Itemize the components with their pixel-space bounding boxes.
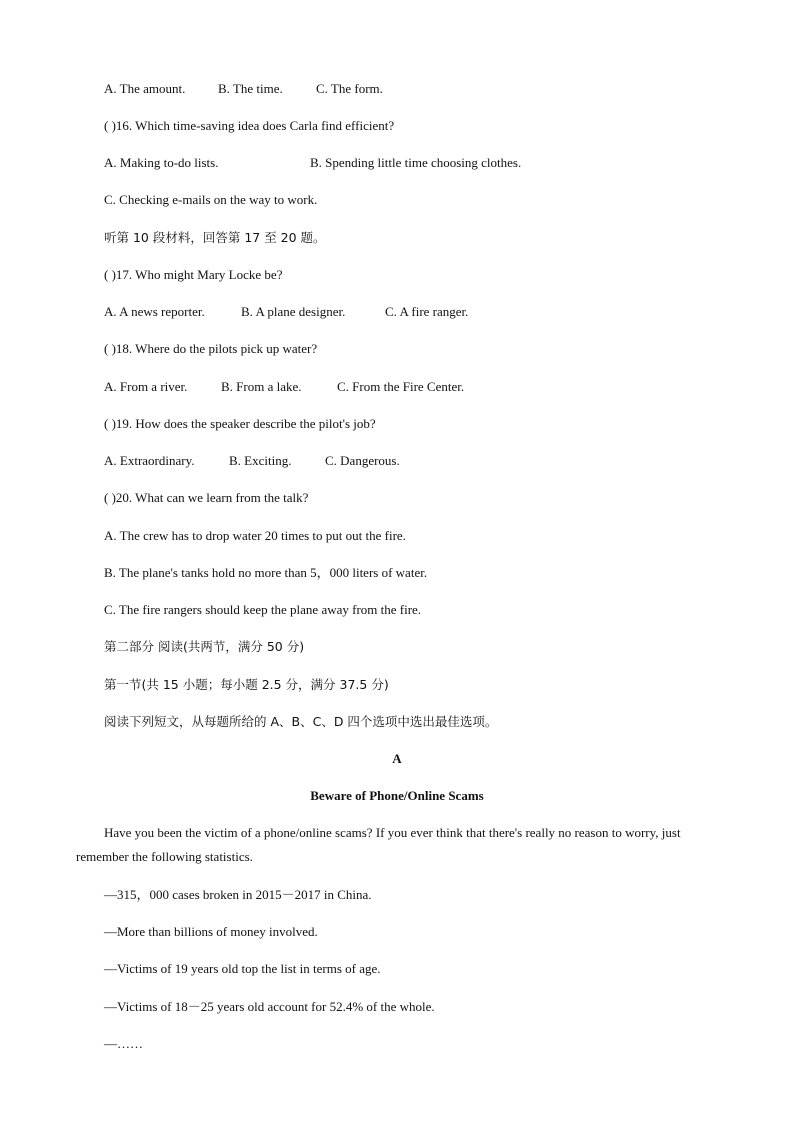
q18-option-b: B. From a lake. bbox=[221, 379, 302, 394]
q18-question: ( )18. Where do the pilots pick up water? bbox=[104, 341, 318, 356]
q19-option-b: B. Exciting. bbox=[229, 453, 292, 468]
q17-option-a: A. A news reporter. bbox=[104, 304, 205, 319]
q20-question: ( )20. What can we learn from the talk? bbox=[104, 490, 309, 505]
q18-option-a: A. From a river. bbox=[104, 379, 188, 394]
q20-option-b: B. The plane's tanks hold no more than 5，000 liters of water. bbox=[104, 565, 428, 580]
q16-option-b: B. Spending little time choosing clothes. bbox=[310, 155, 522, 170]
q15-option-a: A. The amount. bbox=[104, 81, 186, 96]
reading-instruction: 阅读下列短文，从每题所给的 A、B、C、D 四个选项中选出最佳选项。 bbox=[104, 714, 498, 729]
passage-title: Beware of Phone/Online Scams bbox=[310, 788, 484, 803]
stat-item: —More than billions of money involved. bbox=[104, 924, 318, 939]
q20-option-a: A. The crew has to drop water 20 times to put out the fire. bbox=[104, 528, 406, 543]
stat-item: —Victims of 19 years old top the list in terms of age. bbox=[104, 961, 381, 976]
q15-option-b: B. The time. bbox=[218, 81, 283, 96]
reading-part-title: 第二部分 阅读(共两节，满分 50 分) bbox=[104, 639, 305, 654]
q17-question: ( )17. Who might Mary Locke be? bbox=[104, 267, 283, 282]
q17-option-c: C. A fire ranger. bbox=[385, 304, 469, 319]
q19-option-a: A. Extraordinary. bbox=[104, 453, 195, 468]
reading-section-title: 第一节(共 15 小题；每小题 2.5 分，满分 37.5 分) bbox=[104, 677, 389, 692]
section10-instruction: 听第 10 段材料，回答第 17 至 20 题。 bbox=[104, 230, 326, 245]
passage-intro: Have you been the victim of a phone/online scams? If you ever think that there's really no reason to worry, just remember the following statistics. bbox=[76, 825, 681, 864]
stat-item: —315，000 cases broken in 2015－2017 in China. bbox=[104, 887, 372, 902]
q15-option-c: C. The form. bbox=[316, 81, 383, 96]
q16-question: ( )16. Which time-saving idea does Carla find efficient? bbox=[104, 118, 395, 133]
q19-option-c: C. Dangerous. bbox=[325, 453, 400, 468]
q16-option-c: C. Checking e-mails on the way to work. bbox=[104, 192, 318, 207]
passage-letter: A bbox=[392, 751, 402, 766]
q20-option-c: C. The fire rangers should keep the plane away from the fire. bbox=[104, 602, 422, 617]
q17-option-b: B. A plane designer. bbox=[241, 304, 346, 319]
q16-option-a: A. Making to-do lists. bbox=[104, 155, 219, 170]
stat-item: —Victims of 18－25 years old account for 52.4% of the whole. bbox=[104, 999, 435, 1014]
q18-option-c: C. From the Fire Center. bbox=[337, 379, 465, 394]
stat-item: —…… bbox=[104, 1036, 143, 1051]
q19-question: ( )19. How does the speaker describe the pilot's job? bbox=[104, 416, 376, 431]
